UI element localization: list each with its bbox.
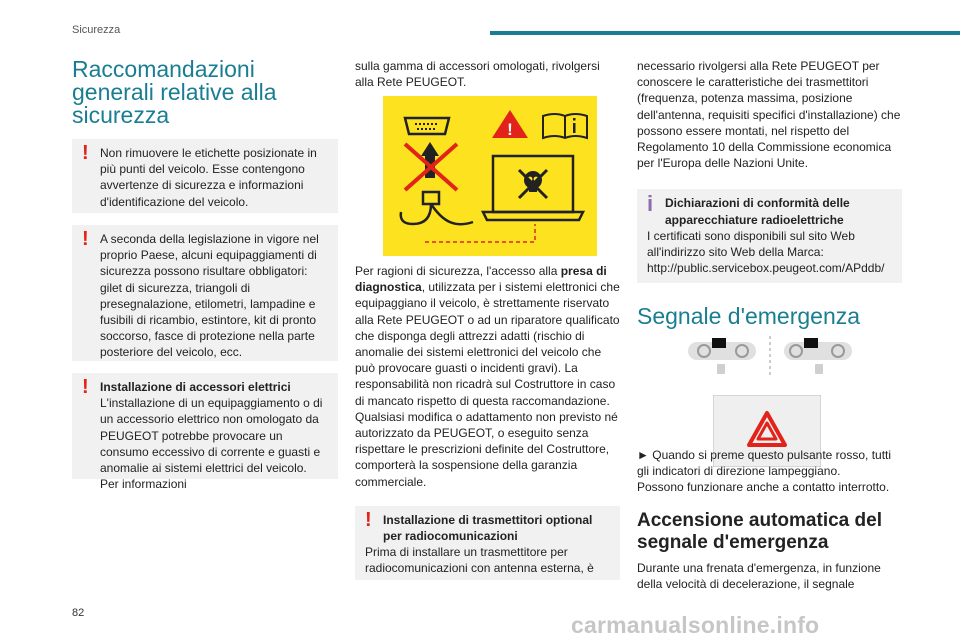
diagnostic-socket-diagram [383, 96, 597, 256]
note-text: Non rimuovere le etichette posizionate in più punti del veicolo. Esse contengono avvertenze di sicurezza e informazioni d'identificazione del veicolo. [100, 146, 317, 209]
note-text: L'installazione di un equipaggiamento o di un accessorio elettrico non omologato da PEUGEOT potrebbe provocare un consumo eccessivo di corrente e guasti e anomalie ai sistemi elettrici del veicolo. Per informazioni [100, 396, 323, 492]
column-3 [637, 58, 902, 328]
hazard-bullet [637, 447, 902, 479]
column-1 [72, 56, 338, 492]
note-title: Dichiarazioni di conformità delle apparecchiature radioelettriche [665, 196, 850, 227]
page-number: 82 [72, 607, 85, 619]
dashboard-hazard-location-icon [688, 336, 853, 378]
column-3-body [637, 447, 902, 592]
note-title: Installazione di accessori elettrici [100, 380, 291, 394]
svg-text:!: ! [507, 120, 513, 139]
intro-text: sulla gamma di accessori omologati, rivolgersi alla Rete PEUGEOT. [355, 59, 600, 90]
warranty-paragraph: Qualsiasi modifica o adattamento non previsto né autorizzato da PEUGEOT, o eseguito senza rispettare le prescrizioni definite del Costruttore, comporterà la sospensione della garanzia commerciale. [355, 409, 618, 489]
info-note-conformity [637, 189, 902, 283]
warning-icon: ! [365, 508, 372, 531]
warning-note-labels [72, 139, 338, 213]
section-title-hazard: Segnale d'emergenza [637, 303, 861, 330]
warning-note-electrical [72, 373, 338, 492]
subsection-title: Accensione automatica del segnale d'emergenza [637, 509, 882, 553]
note-url: http://public.servicebox.peugeot.com/APddb/ [647, 261, 885, 276]
note-text: I certificati sono disponibili sul sito Web all'indirizzo sito Web della Marca: [647, 228, 855, 260]
header-accent-bar [490, 31, 960, 35]
para-bold: presa di diagnostica [355, 264, 607, 295]
warning-note-transmitters [355, 506, 620, 580]
page-title: Raccomandazioni generali relative alla sicurezza [72, 56, 277, 128]
column-2 [355, 58, 620, 90]
warning-icon: ! [82, 376, 89, 398]
final-text: Durante una frenata d'emergenza, in funzione della velocità di decelerazione, il segnale [637, 560, 881, 591]
note-text: A seconda della legislazione in vigore nel proprio Paese, alcuni equipaggiamenti di sicurezza possono risultare obbligatori: gilet di sicurezza, triangoli di presegnalazione, etilometri, lampadine e fusibili di ricambio, estintore, kit di pronto soccorso, fasce di protezione nella parte posteriore del veicolo, ecc. [100, 232, 319, 360]
para-text: Per ragioni di sicurezza, l'accesso alla [355, 264, 561, 278]
warning-icon: ! [82, 142, 89, 164]
bullet-text: Quando si preme questo pulsante rosso, tutti gli indicatori di direzione lampeggiano. [637, 448, 892, 479]
warning-note-equipment [72, 225, 338, 361]
watermark: carmanualsonline.info [571, 612, 820, 638]
section-header: Sicurezza [72, 24, 121, 36]
note-text: Prima di installare un trasmettitore per radiocomunicazioni con antenna esterna, è [365, 545, 594, 576]
intro-text: necessario rivolgersi alla Rete PEUGEOT per conoscere le caratteristiche dei trasmettitori (frequenza, potenza massima, posizione dell'antenna, requisiti specifici d'installazione) che possono essere montati, nel rispetto del Regolamento 10 della Commissione economica per l'Europa delle Nazioni Unite. [637, 59, 901, 171]
diagnostic-paragraph [355, 263, 620, 409]
column-2-body [355, 263, 620, 580]
warning-icon: ! [82, 228, 89, 250]
bullet-marker: ► [637, 448, 649, 462]
para-text: , utilizzata per i sistemi elettronici che equipaggiano il veicolo, è strettamente riservato alla Rete PEUGEOT o ad un riparatore qualificato che disponga degli attrezzi adatti (rischio di anomalie dei sistemi elettronici del veicolo che può provocare guasti o incidenti gravi). La responsabilità non ricadrà sul Costruttore in caso di mancato rispetto di questa raccomandazione. [355, 280, 620, 408]
info-icon: i [647, 191, 654, 217]
note-title: Installazione di trasmettitori optional per radiocomunicazioni [383, 512, 593, 544]
hazard-after: Possono funzionare anche a contatto interrotto. [637, 480, 890, 495]
